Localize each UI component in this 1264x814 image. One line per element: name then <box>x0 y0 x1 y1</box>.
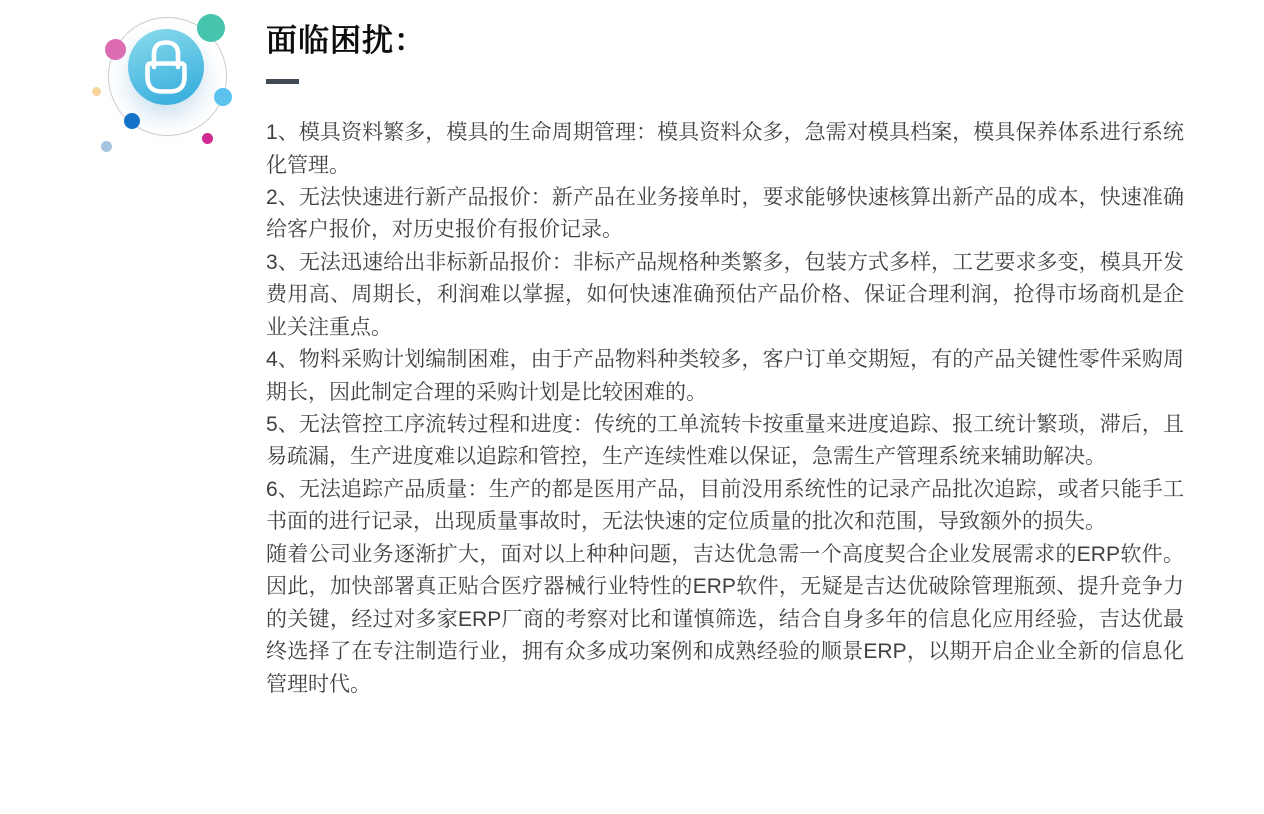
issue-item-2: 2、无法快速进行新产品报价：新产品在业务接单时，要求能够快速核算出新产品的成本，快速准确给客户报价，对历史报价有报价记录。 <box>266 185 1184 242</box>
issue-item-1: 1、模具资料繁多，模具的生命周期管理：模具资料众多，急需对模具档案，模具保养体系进行系统化管理。 <box>266 121 1184 177</box>
deco-dot-cream <box>92 87 101 96</box>
deco-dot-teal <box>197 14 225 42</box>
title-dash <box>266 79 299 84</box>
issues-list <box>266 117 1184 701</box>
page-title: 面临困扰： <box>266 23 426 58</box>
lock-circle <box>128 29 204 105</box>
deco-dot-darkblue <box>124 113 140 129</box>
deco-dot-paleblue <box>101 141 112 152</box>
issue-item-4: 4、物料采购计划编制困难，由于产品物料种类较多，客户订单交期短，有的产品关键性零件采购周期长，因此制定合理的采购计划是比较困难的。 <box>266 348 1184 404</box>
issue-item-3: 3、无法迅速给出非标新品报价：非标产品规格种类繁多，包装方式多样，工艺要求多变，模具开发费用高、周期长，利润难以掌握，如何快速准确预估产品价格、保证合理利润，抢得市场商机是企业关注重点。 <box>266 250 1184 339</box>
issue-item-6: 6、无法追踪产品质量：生产的都是医用产品，目前没用系统性的记录产品批次追踪，或者只能手工书面的进行记录，出现质量事故时，无法快速的定位质量的批次和范围，导致额外的损失。 <box>266 477 1184 534</box>
article <box>266 24 1184 701</box>
deco-dot-lightblue <box>214 88 232 106</box>
closing-paragraph: 随着公司业务逐渐扩大，面对以上种种问题，吉达优急需一个高度契合企业发展需求的ERP软件。因此，加快部署真正贴合医疗器械行业特性的ERP软件，无疑是吉达优破除管理瓶颈、提升竞争力的关键，经过对多家ERP厂商的考察对比和谨慎筛选，结合自身多年的信息化应用经验，吉达优最终选择了在专注制造行业，拥有众多成功案例和成熟经验的顺景ERP，以期开启企业全新的信息化管理时代。 <box>266 542 1184 696</box>
deco-dot-magenta <box>202 133 213 144</box>
lock-emblem <box>0 0 260 180</box>
lock-icon <box>143 39 189 95</box>
issue-item-5: 5、无法管控工序流转过程和进度：传统的工单流转卡按重量来进度追踪、报工统计繁琐，滞后，且易疏漏，生产进度难以追踪和管控，生产连续性难以保证，急需生产管理系统来辅助解决。 <box>266 413 1184 469</box>
deco-dot-pink <box>105 39 126 60</box>
